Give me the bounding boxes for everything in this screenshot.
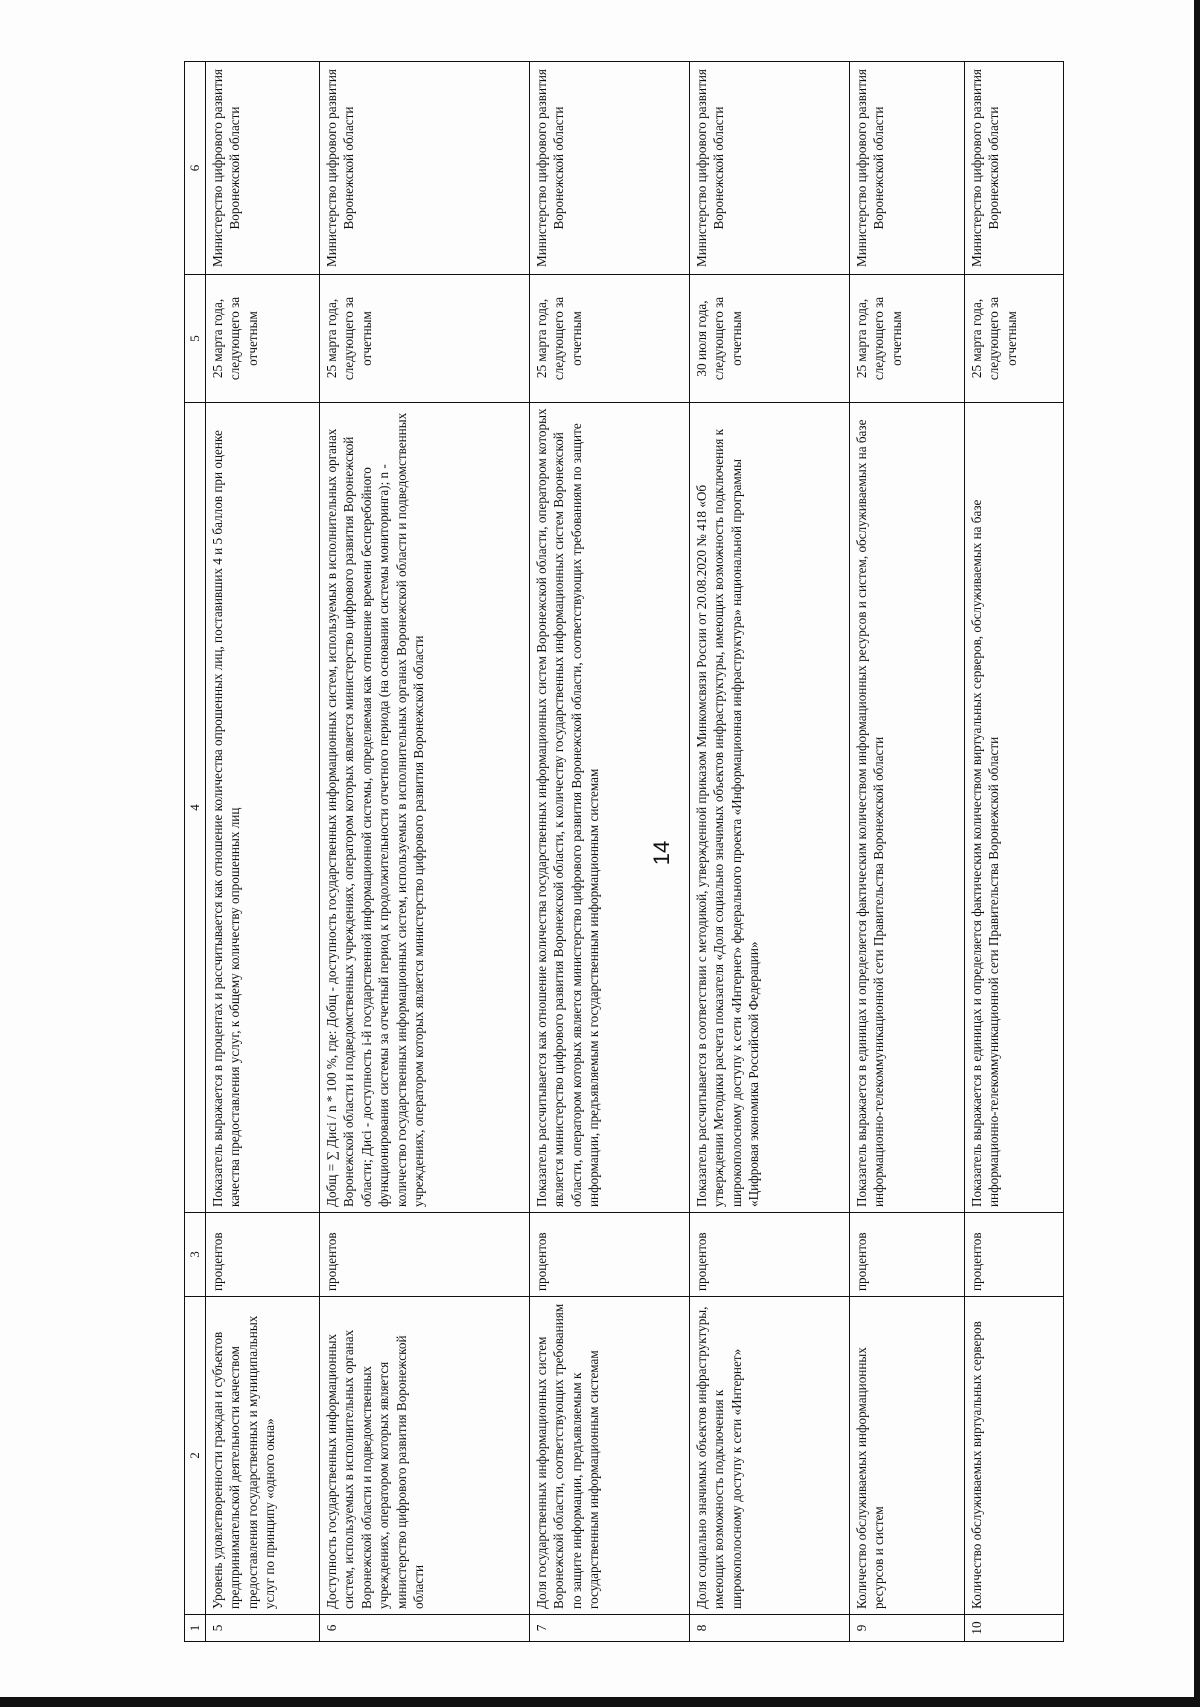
calculation-method: Показатель рассчитывается в соответствии с методикой, утвержденной приказом Минкомсвязи России от 20.08.2020 № 418 «Об утверждении Методики расчета показателя «Доля социально значимых объектов инфраструктуры, имеющих возможность подключения к широкополосному доступу к сети «Интернет» федерального проекта «Информационная инфраструктура» национальной программы «Цифровая экономика Российской Федерации» (690, 403, 850, 1213)
header-col-1: 1 (185, 1615, 206, 1642)
row-number: 8 (690, 1615, 850, 1642)
table-row (206, 62, 320, 1642)
unit-cell: процентов (530, 1213, 690, 1297)
deadline-cell: 25 марта года, следующего за отчетным (850, 275, 965, 403)
unit-cell: процентов (850, 1213, 965, 1297)
scan-edge-bottom (0, 1697, 1200, 1707)
unit-cell: процентов (206, 1213, 320, 1297)
unit-cell: процентов (965, 1213, 1064, 1297)
header-col-5: 5 (185, 275, 206, 403)
deadline-cell: 25 марта года, следующего за отчетным (965, 275, 1064, 403)
responsible-cell: Министерство цифрового развития Воронежской области (206, 62, 320, 275)
indicator-name: Количество обслуживаемых информационных ресурсов и систем (850, 1297, 965, 1615)
header-col-2: 2 (185, 1297, 206, 1615)
deadline-cell: 25 марта года, следующего за отчетным (206, 275, 320, 403)
deadline-cell: 25 марта года, следующего за отчетным (530, 275, 690, 403)
header-col-3: 3 (185, 1213, 206, 1297)
responsible-cell: Министерство цифрового развития Воронежской области (320, 62, 530, 275)
header-col-6: 6 (185, 62, 206, 275)
table-row (850, 62, 965, 1642)
unit-cell: процентов (690, 1213, 850, 1297)
indicator-name: Доля государственных информационных систем Воронежской области, соответствующих требованиям по защите информации, предъявляемым к государственным информационным системам (530, 1297, 690, 1615)
calculation-method: Показатель выражается в процентах и рассчитывается как отношение количества опрошенных лиц, поставивших 4 и 5 баллов при оценке качества предоставления услуг, к общему количеству опрошенных лиц (206, 403, 320, 1213)
deadline-cell: 30 июля года, следующего за отчетным (690, 275, 850, 403)
row-number: 9 (850, 1615, 965, 1642)
calculation-method: Добщ = ∑ Дисi / n * 100 %, где: Добщ - доступность государственных информационных систем, используемых в исполнительных органах Воронежской области и подведомственных учреждениях, оператором которых является министерство цифрового развития Воронежской области; Дисi - доступность i-й государственной информационной системы, определяемая как отношение времени бесперебойного функционирования системы за отчетный период к продолжительности отчетного периода (на основании системы мониторинга); n - количество государственных информационных систем, используемых в исполнительных органах Воронежской области и подведомственных учреждениях, оператором которых является министерство цифрового развития Воронежской области (320, 403, 530, 1213)
header-col-4: 4 (185, 403, 206, 1213)
indicators-table (184, 61, 1064, 1642)
row-number: 10 (965, 1615, 1064, 1642)
indicator-name: Количество обслуживаемых виртуальных серверов (965, 1297, 1064, 1615)
indicator-name: Доля социально значимых объектов инфраструктуры, имеющих возможность подключения к широкополосному доступу к сети «Интернет» (690, 1297, 850, 1615)
unit-cell: процентов (320, 1213, 530, 1297)
table-row (530, 62, 690, 1642)
responsible-cell: Министерство цифрового развития Воронежской области (965, 62, 1064, 275)
scan-edge-right (1194, 0, 1200, 1707)
calculation-method: Показатель выражается в единицах и определяется фактическим количеством информационных ресурсов и систем, обслуживаемых на базе информационно-телекоммуникационной сети Правительства Воронежской области (850, 403, 965, 1213)
calculation-method: Показатель рассчитывается как отношение количества государственных информационных систем Воронежской области, оператором которых является министерство цифрового развития Воронежской области, к количеству государственных информационных систем Воронежской области, оператором которых является министерство цифрового развития Воронежской области, соответствующих требованиям по защите информации, предъявляемым к государственным информационным системам (530, 403, 690, 1213)
row-number: 5 (206, 1615, 320, 1642)
rotated-table-wrapper (184, 62, 1064, 1642)
row-number: 7 (530, 1615, 690, 1642)
table-row (965, 62, 1064, 1642)
deadline-cell: 25 марта года, следующего за отчетным (320, 275, 530, 403)
responsible-cell: Министерство цифрового развития Воронежской области (850, 62, 965, 275)
page-number: 14 (649, 840, 674, 866)
table-header-row (185, 62, 206, 1642)
table-row (690, 62, 850, 1642)
responsible-cell: Министерство цифрового развития Воронежской области (530, 62, 690, 275)
responsible-cell: Министерство цифрового развития Воронежской области (690, 62, 850, 275)
indicator-name: Уровень удовлетворенности граждан и субъектов предпринимательской деятельности качеством предоставления государственных и муниципальных услуг по принципу «одного окна» (206, 1297, 320, 1615)
indicator-name: Доступность государственных информационных систем, используемых в исполнительных органах Воронежской области и подведомственных учреждениях, оператором которых является министерство цифрового развития Воронежской области (320, 1297, 530, 1615)
calculation-method: Показатель выражается в единицах и определяется фактическим количеством виртуальных серверов, обслуживаемых на базе информационно-телекоммуникационной сети Правительства Воронежской области (965, 403, 1064, 1213)
row-number: 6 (320, 1615, 530, 1642)
table-row (320, 62, 530, 1642)
